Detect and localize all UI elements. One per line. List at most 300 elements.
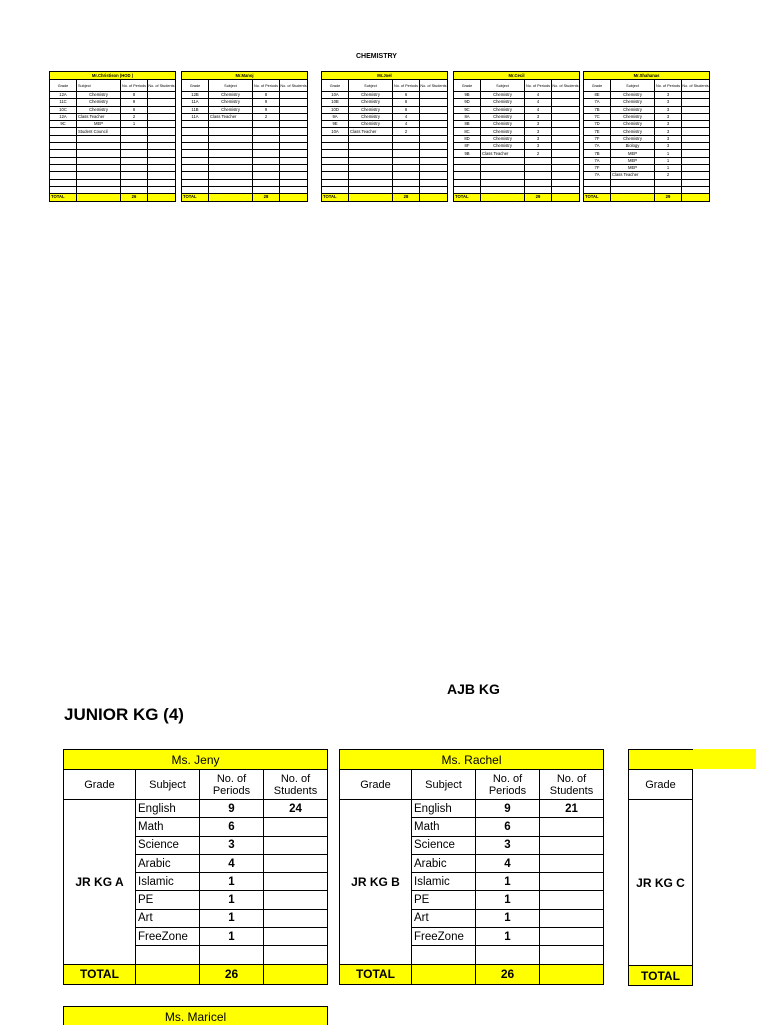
students-cell bbox=[280, 143, 308, 150]
periods-cell bbox=[393, 179, 420, 186]
grade-cell: 9D bbox=[454, 99, 481, 106]
table-row bbox=[182, 106, 308, 113]
table-row bbox=[50, 186, 176, 193]
subject-cell bbox=[77, 157, 121, 164]
subject-cell: Chemistry bbox=[611, 128, 655, 135]
periods-cell: 6 bbox=[393, 92, 420, 99]
table-row bbox=[454, 157, 580, 164]
subject-cell: Chemistry bbox=[611, 121, 655, 128]
periods-cell: 3 bbox=[525, 135, 552, 142]
partial-teacher-cell bbox=[629, 750, 693, 770]
total-students bbox=[540, 964, 604, 984]
total-value: 28 bbox=[253, 194, 280, 202]
students-cell bbox=[420, 164, 448, 171]
students-cell bbox=[280, 128, 308, 135]
grade-cell bbox=[182, 164, 209, 171]
table-row bbox=[182, 135, 308, 142]
table-row bbox=[182, 92, 308, 99]
grade-cell bbox=[50, 179, 77, 186]
grade-cell bbox=[50, 150, 77, 157]
periods-cell bbox=[253, 172, 280, 179]
col-grade-header: Grade bbox=[182, 80, 209, 92]
periods-cell bbox=[253, 179, 280, 186]
students-cell bbox=[682, 121, 710, 128]
students-cell bbox=[682, 157, 710, 164]
periods-cell bbox=[121, 186, 148, 193]
students-cell bbox=[280, 150, 308, 157]
students-cell bbox=[540, 928, 604, 946]
periods-cell bbox=[121, 172, 148, 179]
subject-cell bbox=[77, 150, 121, 157]
students-cell bbox=[148, 186, 176, 193]
subject-cell bbox=[77, 164, 121, 171]
subject-cell: Chemistry bbox=[77, 106, 121, 113]
col-periods-header: No. of Periods bbox=[655, 80, 682, 92]
periods-cell bbox=[393, 143, 420, 150]
total-blank bbox=[412, 964, 476, 984]
periods-cell bbox=[121, 135, 148, 142]
table-row bbox=[584, 106, 710, 113]
subject-cell: Chemistry bbox=[481, 99, 525, 106]
students-cell bbox=[264, 818, 328, 836]
students-cell bbox=[280, 164, 308, 171]
col-subject-header: Subject bbox=[77, 80, 121, 92]
grade-cell bbox=[50, 157, 77, 164]
students-cell bbox=[420, 150, 448, 157]
subject-cell bbox=[77, 186, 121, 193]
subject-cell: Chemistry bbox=[481, 106, 525, 113]
students-cell bbox=[552, 121, 580, 128]
grade-cell bbox=[322, 143, 349, 150]
subject-cell bbox=[349, 157, 393, 164]
subject-cell: Chemistry bbox=[611, 99, 655, 106]
students-cell bbox=[420, 121, 448, 128]
grade-cell bbox=[322, 157, 349, 164]
table-row bbox=[322, 172, 448, 179]
table-row bbox=[322, 121, 448, 128]
periods-cell bbox=[121, 164, 148, 171]
table-row bbox=[584, 121, 710, 128]
table-row bbox=[322, 92, 448, 99]
periods-cell bbox=[393, 150, 420, 157]
grade-cell: JR KG B bbox=[340, 800, 412, 965]
subject-cell bbox=[481, 164, 525, 171]
col-grade-header: Grade bbox=[322, 80, 349, 92]
subject-cell bbox=[611, 179, 655, 186]
table-row bbox=[454, 92, 580, 99]
periods-cell: 3 bbox=[200, 836, 264, 854]
grade-cell: 10D bbox=[322, 106, 349, 113]
periods-cell: 1 bbox=[476, 928, 540, 946]
periods-cell bbox=[393, 157, 420, 164]
subject-cell: Chemistry bbox=[209, 106, 253, 113]
kg-table-partial bbox=[628, 749, 693, 986]
students-cell bbox=[552, 164, 580, 171]
grade-cell bbox=[182, 150, 209, 157]
periods-cell bbox=[525, 157, 552, 164]
students-cell bbox=[280, 99, 308, 106]
periods-cell: 3 bbox=[476, 836, 540, 854]
periods-cell: 1 bbox=[655, 164, 682, 171]
periods-cell bbox=[253, 128, 280, 135]
periods-cell: 8 bbox=[121, 92, 148, 99]
table-row bbox=[182, 172, 308, 179]
periods-cell: 3 bbox=[655, 99, 682, 106]
total-label: TOTAL bbox=[50, 194, 77, 202]
students-cell bbox=[552, 143, 580, 150]
periods-cell: 3 bbox=[655, 121, 682, 128]
col-students-header: No. of Students bbox=[280, 80, 308, 92]
grade-cell bbox=[182, 179, 209, 186]
periods-cell bbox=[393, 186, 420, 193]
col-periods-header: No. of Periods bbox=[253, 80, 280, 92]
table-row bbox=[322, 113, 448, 120]
table-row bbox=[454, 121, 580, 128]
students-cell bbox=[552, 150, 580, 157]
table-row bbox=[182, 128, 308, 135]
table-row bbox=[584, 186, 710, 193]
subject-cell: Arabic bbox=[136, 854, 200, 872]
total-students bbox=[148, 194, 176, 202]
table-row bbox=[182, 157, 308, 164]
chem-teacher-name: Mr.Christison (HOD ) bbox=[50, 72, 176, 80]
table-row bbox=[64, 800, 328, 818]
subject-cell: FreeZone bbox=[136, 928, 200, 946]
col-students-header: No. of Students bbox=[148, 80, 176, 92]
col-periods-header: No. of Periods bbox=[200, 770, 264, 800]
table-row bbox=[50, 172, 176, 179]
periods-cell: 3 bbox=[655, 92, 682, 99]
subject-cell: Chemistry bbox=[611, 92, 655, 99]
table-row bbox=[182, 143, 308, 150]
students-cell bbox=[552, 135, 580, 142]
chem-table bbox=[181, 71, 308, 202]
table-row bbox=[454, 150, 580, 157]
col-students-header: No. of Students bbox=[552, 80, 580, 92]
total-students bbox=[280, 194, 308, 202]
periods-cell bbox=[253, 157, 280, 164]
grade-cell: 7C bbox=[584, 113, 611, 120]
col-subject-header: Subject bbox=[412, 770, 476, 800]
students-cell bbox=[420, 186, 448, 193]
table-row bbox=[584, 99, 710, 106]
table-row bbox=[584, 128, 710, 135]
table-row bbox=[50, 164, 176, 171]
periods-cell: 3 bbox=[655, 128, 682, 135]
periods-cell bbox=[253, 121, 280, 128]
periods-cell: 1 bbox=[655, 150, 682, 157]
total-label: TOTAL bbox=[322, 194, 349, 202]
table-row bbox=[454, 135, 580, 142]
grade-cell: 9A bbox=[322, 113, 349, 120]
periods-cell bbox=[121, 128, 148, 135]
subject-cell bbox=[481, 172, 525, 179]
col-subject-header: Subject bbox=[481, 80, 525, 92]
col-subject-header: Subject bbox=[136, 770, 200, 800]
subject-cell: MEP bbox=[611, 157, 655, 164]
students-cell bbox=[148, 172, 176, 179]
subject-cell: PE bbox=[136, 891, 200, 909]
subject-cell bbox=[611, 186, 655, 193]
subject-cell bbox=[209, 150, 253, 157]
total-students bbox=[552, 194, 580, 202]
students-cell bbox=[280, 92, 308, 99]
periods-cell: 3 bbox=[525, 128, 552, 135]
grade-cell: 7A bbox=[584, 172, 611, 179]
subject-cell: Class Teacher bbox=[481, 150, 525, 157]
students-cell bbox=[280, 179, 308, 186]
subject-cell: Arabic bbox=[412, 854, 476, 872]
periods-cell bbox=[393, 172, 420, 179]
subject-cell: Chemistry bbox=[481, 113, 525, 120]
grade-cell: 12B bbox=[182, 92, 209, 99]
subject-cell: Class Teacher bbox=[611, 172, 655, 179]
students-cell bbox=[148, 157, 176, 164]
col-periods-header: No. of Periods bbox=[525, 80, 552, 92]
grade-cell bbox=[454, 179, 481, 186]
col-students-header: No. of Students bbox=[540, 770, 604, 800]
subject-cell: English bbox=[412, 800, 476, 818]
grade-cell: 9E bbox=[322, 121, 349, 128]
students-cell bbox=[540, 909, 604, 927]
subject-cell: Class Teacher bbox=[209, 113, 253, 120]
table-row bbox=[322, 186, 448, 193]
subject-cell bbox=[412, 946, 476, 964]
chem-teacher-name: Mr.Cecil bbox=[454, 72, 580, 80]
periods-cell: 1 bbox=[476, 909, 540, 927]
students-cell bbox=[264, 873, 328, 891]
grade-cell bbox=[50, 135, 77, 142]
students-cell bbox=[420, 113, 448, 120]
students-cell bbox=[682, 99, 710, 106]
subject-cell: Chemistry bbox=[77, 92, 121, 99]
subject-cell bbox=[209, 186, 253, 193]
students-cell bbox=[420, 92, 448, 99]
table-row bbox=[322, 128, 448, 135]
table-row bbox=[50, 99, 176, 106]
table-row bbox=[50, 128, 176, 135]
grade-cell: 9B bbox=[454, 92, 481, 99]
students-cell bbox=[420, 179, 448, 186]
students-cell bbox=[420, 143, 448, 150]
grade-cell: 7A bbox=[584, 143, 611, 150]
partial-grade-header: Grade bbox=[629, 770, 693, 800]
grade-cell: 8C bbox=[454, 128, 481, 135]
subject-cell bbox=[349, 172, 393, 179]
chem-teacher-name: Mr.Manoj bbox=[182, 72, 308, 80]
subject-cell: Class Teacher bbox=[77, 113, 121, 120]
grade-cell: 7A bbox=[584, 99, 611, 106]
grade-cell: 12A bbox=[50, 92, 77, 99]
periods-cell: 2 bbox=[253, 113, 280, 120]
grade-cell: JR KG A bbox=[64, 800, 136, 965]
table-row bbox=[584, 135, 710, 142]
students-cell bbox=[280, 135, 308, 142]
subject-cell: Chemistry bbox=[209, 92, 253, 99]
students-cell bbox=[540, 836, 604, 854]
grade-cell: 9C bbox=[50, 121, 77, 128]
students-cell bbox=[420, 106, 448, 113]
subject-cell: Islamic bbox=[136, 873, 200, 891]
grade-cell bbox=[50, 186, 77, 193]
periods-cell: 4 bbox=[476, 854, 540, 872]
subject-cell bbox=[481, 157, 525, 164]
grade-cell: 10A bbox=[322, 128, 349, 135]
periods-cell: 6 bbox=[121, 106, 148, 113]
periods-cell bbox=[253, 143, 280, 150]
table-row bbox=[584, 150, 710, 157]
subject-cell bbox=[209, 164, 253, 171]
periods-cell: 2 bbox=[121, 113, 148, 120]
subject-cell: Biology bbox=[611, 143, 655, 150]
periods-cell: 1 bbox=[200, 873, 264, 891]
periods-cell: 1 bbox=[121, 121, 148, 128]
periods-cell: 4 bbox=[525, 106, 552, 113]
total-blank bbox=[136, 964, 200, 984]
total-blank bbox=[481, 194, 525, 202]
grade-cell bbox=[322, 135, 349, 142]
students-cell bbox=[148, 128, 176, 135]
table-row bbox=[584, 179, 710, 186]
periods-cell: 1 bbox=[655, 157, 682, 164]
chem-teacher-name: Mr.Shahanas bbox=[584, 72, 710, 80]
subject-cell bbox=[349, 186, 393, 193]
students-cell bbox=[552, 157, 580, 164]
grade-cell bbox=[182, 128, 209, 135]
grade-cell: 10B bbox=[322, 99, 349, 106]
students-cell bbox=[148, 106, 176, 113]
periods-cell bbox=[525, 172, 552, 179]
periods-cell bbox=[253, 164, 280, 171]
students-cell bbox=[682, 150, 710, 157]
students-cell bbox=[552, 186, 580, 193]
total-value: 29 bbox=[655, 194, 682, 202]
subject-cell bbox=[209, 172, 253, 179]
students-cell bbox=[552, 128, 580, 135]
grade-cell bbox=[454, 186, 481, 193]
periods-cell: 3 bbox=[525, 121, 552, 128]
table-row bbox=[182, 113, 308, 120]
table-row bbox=[322, 157, 448, 164]
students-cell bbox=[540, 818, 604, 836]
periods-cell bbox=[655, 186, 682, 193]
table-row bbox=[584, 172, 710, 179]
col-students-header: No. of Students bbox=[420, 80, 448, 92]
grade-cell: 8A bbox=[454, 113, 481, 120]
subject-cell: Chemistry bbox=[209, 99, 253, 106]
table-row bbox=[454, 128, 580, 135]
partial-header-fill bbox=[693, 749, 756, 769]
periods-cell bbox=[525, 179, 552, 186]
students-cell bbox=[264, 836, 328, 854]
students-cell bbox=[552, 106, 580, 113]
table-row bbox=[584, 143, 710, 150]
periods-cell: 9 bbox=[121, 99, 148, 106]
periods-cell: 3 bbox=[655, 106, 682, 113]
table-row bbox=[50, 157, 176, 164]
students-cell bbox=[552, 172, 580, 179]
col-periods-header: No. of Periods bbox=[393, 80, 420, 92]
subject-cell bbox=[209, 143, 253, 150]
periods-cell: 4 bbox=[525, 92, 552, 99]
table-row bbox=[50, 143, 176, 150]
students-cell bbox=[420, 135, 448, 142]
table-row bbox=[584, 164, 710, 171]
junior-kg-title: JUNIOR KG (4) bbox=[64, 705, 184, 724]
table-row bbox=[584, 113, 710, 120]
students-cell bbox=[264, 928, 328, 946]
total-value: 28 bbox=[393, 194, 420, 202]
subject-cell bbox=[209, 179, 253, 186]
col-grade-header: Grade bbox=[454, 80, 481, 92]
students-cell bbox=[682, 113, 710, 120]
table-row bbox=[182, 99, 308, 106]
students-cell bbox=[682, 135, 710, 142]
students-cell bbox=[682, 92, 710, 99]
students-cell bbox=[264, 909, 328, 927]
periods-cell: 6 bbox=[393, 106, 420, 113]
table-row bbox=[584, 92, 710, 99]
periods-cell bbox=[393, 135, 420, 142]
grade-cell bbox=[182, 157, 209, 164]
students-cell bbox=[280, 106, 308, 113]
subject-cell: PE bbox=[412, 891, 476, 909]
table-row bbox=[454, 113, 580, 120]
subject-cell bbox=[77, 143, 121, 150]
chem-table bbox=[49, 71, 176, 202]
table-row bbox=[182, 179, 308, 186]
grade-cell: 11A bbox=[182, 113, 209, 120]
grade-cell: 7A bbox=[584, 157, 611, 164]
subject-cell: Chemistry bbox=[611, 113, 655, 120]
students-cell bbox=[148, 135, 176, 142]
total-label: TOTAL bbox=[584, 194, 611, 202]
periods-cell bbox=[121, 157, 148, 164]
table-row bbox=[50, 135, 176, 142]
grade-cell: 11C bbox=[50, 99, 77, 106]
subject-cell bbox=[349, 135, 393, 142]
kg-title: AJB KG bbox=[447, 681, 500, 697]
students-cell bbox=[420, 99, 448, 106]
table-row bbox=[454, 164, 580, 171]
students-cell bbox=[552, 113, 580, 120]
periods-cell: 1 bbox=[200, 928, 264, 946]
periods-cell bbox=[121, 143, 148, 150]
table-row bbox=[182, 121, 308, 128]
table-row bbox=[322, 143, 448, 150]
grade-cell: 7D bbox=[584, 121, 611, 128]
total-label: TOTAL bbox=[340, 964, 412, 984]
subject-cell: Chemistry bbox=[349, 99, 393, 106]
grade-cell bbox=[182, 121, 209, 128]
periods-cell bbox=[393, 164, 420, 171]
students-cell bbox=[682, 179, 710, 186]
grade-cell: 7B bbox=[584, 106, 611, 113]
students-cell bbox=[264, 891, 328, 909]
kg-table bbox=[63, 749, 328, 985]
grade-cell bbox=[454, 164, 481, 171]
students-cell bbox=[148, 113, 176, 120]
periods-cell: 4 bbox=[393, 121, 420, 128]
col-subject-header: Subject bbox=[611, 80, 655, 92]
total-blank bbox=[349, 194, 393, 202]
total-blank bbox=[209, 194, 253, 202]
subject-cell bbox=[77, 179, 121, 186]
students-cell bbox=[264, 854, 328, 872]
periods-cell: 3 bbox=[525, 113, 552, 120]
total-students bbox=[682, 194, 710, 202]
grade-cell bbox=[322, 179, 349, 186]
